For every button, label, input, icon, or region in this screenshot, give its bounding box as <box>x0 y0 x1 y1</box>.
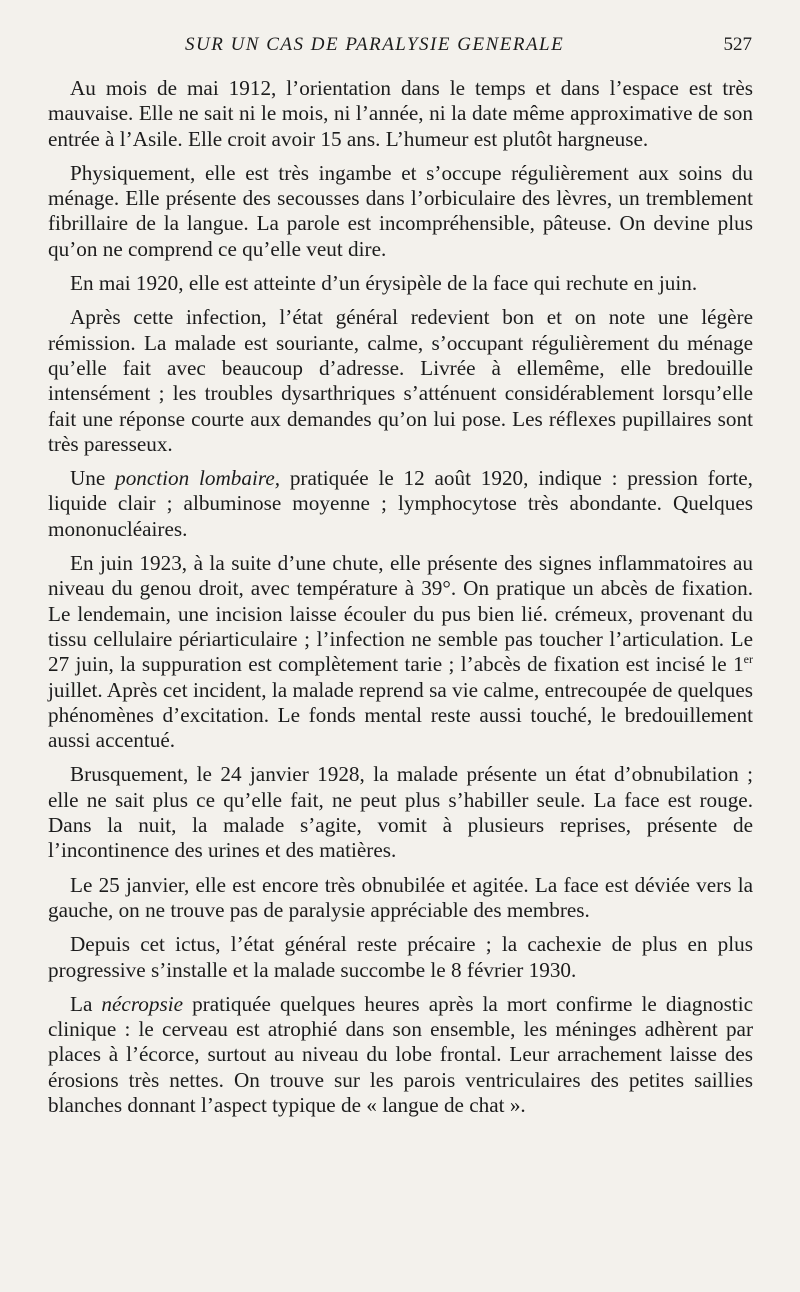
text-segment: Après cette infection, l’état général redevient bon et on note une légère rémission. La malade est souriante, calme, s’occupant régulièrement du ménage qu’elle fait avec beaucoup d’adresse. Livrée à ellemême, elle bredouille intensément ; les troubles dysarthriques s’atténuent considérablement lorsqu’elle fait une réponse courte aux demandes qu’on lui pose. Les réflexes pupillaires sont très paresseux. <box>48 305 753 456</box>
italic-text: nécropsie <box>101 991 184 1016</box>
paragraph <box>48 466 753 542</box>
paragraph <box>48 873 753 924</box>
text-segment: Le 25 janvier, elle est encore très obnubilée et agitée. La face est déviée vers la gauche, on ne trouve pas de paralysie appréciable des membres. <box>48 872 753 922</box>
text-segment: La <box>70 991 102 1016</box>
text-segment: En juin 1923, à la suite d’une chute, elle présente des signes inflammatoires au niveau du genou droit, avec température à 39°. On pratique un abcès de fixation. Le lendemain, une incision laisse écouler du pus bien lié. crémeux, provenant du tissu cellulaire périarticulaire ; l’infection ne semble pas toucher l’articulation. Le 27 juin, la suppuration est complètement tarie ; l’abcès de fixation est incisé le 1 <box>48 551 753 677</box>
paragraph <box>48 305 753 457</box>
text-segment: Une <box>70 466 116 491</box>
paragraph <box>48 551 753 753</box>
page-number: 527 <box>723 34 752 55</box>
paragraph <box>48 271 753 296</box>
paragraph <box>48 762 753 863</box>
text-segment: juillet. Après cet incident, la malade reprend sa vie calme, entrecoupée de quelques phénomènes d’excitation. Le fonds mental reste aussi touché, le bredouillement aussi accentué. <box>48 677 753 753</box>
text-segment: pratiquée quelques heures après la mort confirme le diagnostic clinique : le cerveau est atrophié dans son ensemble, les méninges adhèrent par places à l’écorce, surtout au niveau du lobe frontal. Leur arrachement laisse des érosions très nettes. On trouve sur les parois ventriculaires des petites saillies blanches donnant l’aspect typique de « langue de chat ». <box>48 991 753 1117</box>
body-text <box>48 76 753 1127</box>
italic-text: ponction lombaire, <box>115 466 281 491</box>
text-segment: pratiquée le 12 août 1920, indique : pression forte, liquide clair ; albuminose moyenne ; lymphocytose très abondante. Quelques mononucléaires. <box>48 466 753 541</box>
text-segment: Brusquement, le 24 janvier 1928, la malade présente un état d’obnubilation ; elle ne sait plus ce qu’elle fait, ne peut plus s’habiller seule. La face est rouge. Dans la nuit, la malade s’agite, vomit à plusieurs reprises, présente de l’incontinence des urines et des matières. <box>48 762 753 863</box>
running-title: SUR UN CAS DE PARALYSIE GENERALE <box>185 34 565 55</box>
paragraph <box>48 932 753 983</box>
paragraph <box>48 992 753 1118</box>
paragraph <box>48 76 753 152</box>
superscript-text: er <box>743 652 753 667</box>
page-header <box>0 30 800 60</box>
text-segment: En mai 1920, elle est atteinte d’un érysipèle de la face qui rechute en juin. <box>70 271 698 296</box>
paragraph <box>48 161 753 262</box>
text-segment: Depuis cet ictus, l’état général reste précaire ; la cachexie de plus en plus progressive s’installe et la malade succombe le 8 février 1930. <box>48 932 753 982</box>
text-segment: Au mois de mai 1912, l’orientation dans le temps et dans l’espace est très mauvaise. Elle ne sait ni le mois, ni l’année, ni la date même approximative de son entrée à l’Asile. Elle croit avoir 15 ans. L’humeur est plutôt hargneuse. <box>48 76 753 151</box>
text-segment: Physiquement, elle est très ingambe et s’occupe régulièrement aux soins du ménage. Elle présente des secousses dans l’orbiculaire des lèvres, un tremblement fibrillaire de la langue. La parole est incompréhensible, pâteuse. On devine plus qu’on ne comprend ce qu’elle veut dire. <box>48 160 753 261</box>
